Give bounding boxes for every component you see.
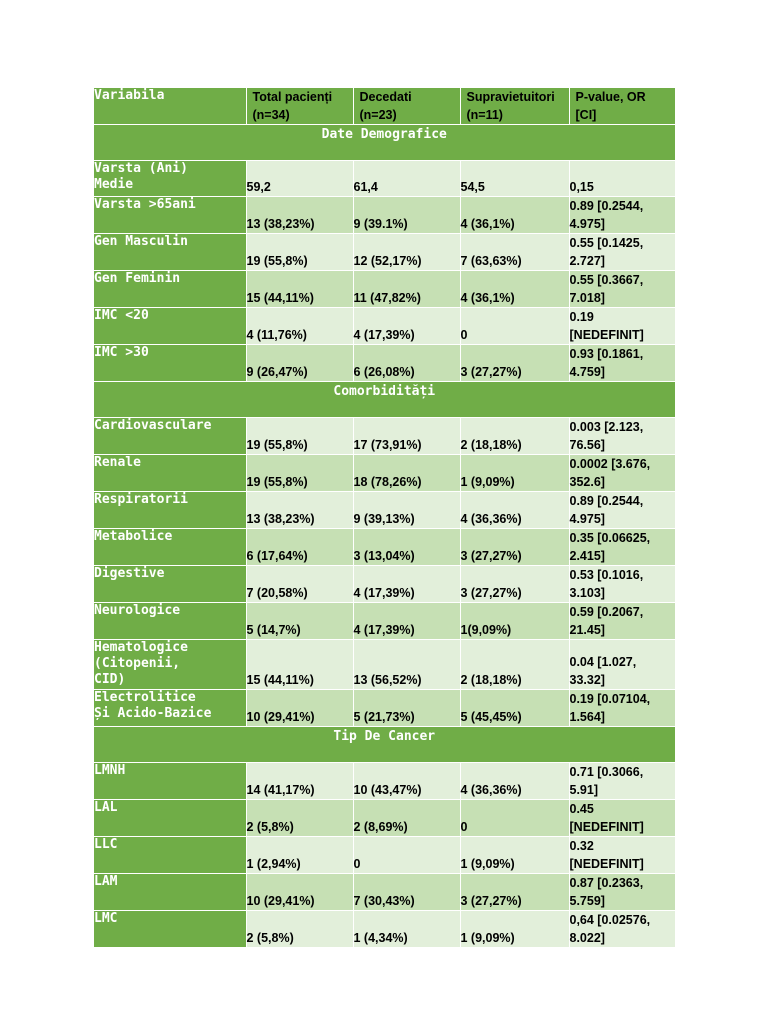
cell-deceased: 4 (17,39%) xyxy=(353,603,460,640)
section-title: Tip De Cancer xyxy=(94,727,675,763)
cell-pvalue: 0.003 [2.123, 76.56] xyxy=(569,418,675,455)
cell-total: 19 (55,8%) xyxy=(246,234,353,271)
cell-total: 9 (26,47%) xyxy=(246,345,353,382)
cell-total: 5 (14,7%) xyxy=(246,603,353,640)
row-label: Respiratorii xyxy=(94,492,246,529)
cell-survivors: 1 (9,09%) xyxy=(460,911,569,948)
cell-survivors: 4 (36,1%) xyxy=(460,197,569,234)
row-label: Digestive xyxy=(94,566,246,603)
section-row xyxy=(94,727,675,763)
header-pvalue: P-value, OR [CI] xyxy=(569,88,675,125)
row-label: Varsta (Ani) Medie xyxy=(94,161,246,197)
table-row xyxy=(94,690,675,727)
cell-total: 19 (55,8%) xyxy=(246,455,353,492)
cell-survivors: 2 (18,18%) xyxy=(460,418,569,455)
row-label: LMNH xyxy=(94,763,246,800)
cell-survivors: 1 (9,09%) xyxy=(460,837,569,874)
cell-deceased: 10 (43,47%) xyxy=(353,763,460,800)
table-row xyxy=(94,529,675,566)
cell-deceased: 9 (39,13%) xyxy=(353,492,460,529)
cell-total: 19 (55,8%) xyxy=(246,418,353,455)
cell-survivors: 4 (36,36%) xyxy=(460,492,569,529)
cell-pvalue: 0.19 [NEDEFINIT] xyxy=(569,308,675,345)
cell-survivors: 7 (63,63%) xyxy=(460,234,569,271)
header-deceased: Decedati (n=23) xyxy=(353,88,460,125)
row-label: Gen Feminin xyxy=(94,271,246,308)
cell-pvalue: 0.89 [0.2544, 4.975] xyxy=(569,492,675,529)
row-label: IMC <20 xyxy=(94,308,246,345)
header-survivors: Supravietuitori (n=11) xyxy=(460,88,569,125)
row-label: LMC xyxy=(94,911,246,948)
table-row xyxy=(94,197,675,234)
cell-pvalue: 0.53 [0.1016, 3.103] xyxy=(569,566,675,603)
row-label: LAL xyxy=(94,800,246,837)
cell-pvalue: 0.59 [0.2067, 21.45] xyxy=(569,603,675,640)
row-label: LAM xyxy=(94,874,246,911)
header-total: Total pacienți (n=34) xyxy=(246,88,353,125)
section-title: Comorbidități xyxy=(94,382,675,418)
cell-survivors: 2 (18,18%) xyxy=(460,640,569,690)
cell-survivors: 4 (36,36%) xyxy=(460,763,569,800)
cell-total: 10 (29,41%) xyxy=(246,874,353,911)
cell-deceased: 11 (47,82%) xyxy=(353,271,460,308)
table-body xyxy=(94,88,675,948)
cell-survivors: 5 (45,45%) xyxy=(460,690,569,727)
cell-total: 2 (5,8%) xyxy=(246,800,353,837)
cell-deceased: 18 (78,26%) xyxy=(353,455,460,492)
cell-total: 15 (44,11%) xyxy=(246,271,353,308)
cell-total: 15 (44,11%) xyxy=(246,640,353,690)
cell-survivors: 1 (9,09%) xyxy=(460,455,569,492)
cell-survivors: 4 (36,1%) xyxy=(460,271,569,308)
header-row xyxy=(94,88,675,125)
cell-total: 13 (38,23%) xyxy=(246,492,353,529)
cell-deceased: 7 (30,43%) xyxy=(353,874,460,911)
cell-survivors: 0 xyxy=(460,800,569,837)
cell-pvalue: 0.89 [0.2544, 4.975] xyxy=(569,197,675,234)
row-label: LLC xyxy=(94,837,246,874)
row-label: Hematologice (Citopenii, CID) xyxy=(94,640,246,690)
cell-survivors: 1(9,09%) xyxy=(460,603,569,640)
header-variable: Variabila xyxy=(94,88,246,125)
cell-pvalue: 0.19 [0.07104, 1.564] xyxy=(569,690,675,727)
cell-deceased: 13 (56,52%) xyxy=(353,640,460,690)
cell-total: 13 (38,23%) xyxy=(246,197,353,234)
cell-deceased: 12 (52,17%) xyxy=(353,234,460,271)
cell-survivors: 0 xyxy=(460,308,569,345)
row-label: Cardiovasculare xyxy=(94,418,246,455)
cell-total: 7 (20,58%) xyxy=(246,566,353,603)
cell-total: 1 (2,94%) xyxy=(246,837,353,874)
table-row xyxy=(94,271,675,308)
cell-pvalue: 0.32 [NEDEFINIT] xyxy=(569,837,675,874)
cell-deceased: 1 (4,34%) xyxy=(353,911,460,948)
cell-pvalue: 0,64 [0.02576, 8.022] xyxy=(569,911,675,948)
cell-deceased: 6 (26,08%) xyxy=(353,345,460,382)
row-label: Renale xyxy=(94,455,246,492)
table-row xyxy=(94,492,675,529)
cell-survivors: 3 (27,27%) xyxy=(460,874,569,911)
cell-deceased: 4 (17,39%) xyxy=(353,566,460,603)
cell-deceased: 3 (13,04%) xyxy=(353,529,460,566)
row-label: IMC >30 xyxy=(94,345,246,382)
cell-pvalue: 0.45 [NEDEFINIT] xyxy=(569,800,675,837)
cell-total: 4 (11,76%) xyxy=(246,308,353,345)
section-row xyxy=(94,382,675,418)
cell-deceased: 5 (21,73%) xyxy=(353,690,460,727)
cell-survivors: 3 (27,27%) xyxy=(460,529,569,566)
cell-pvalue: 0.87 [0.2363, 5.759] xyxy=(569,874,675,911)
table-row xyxy=(94,566,675,603)
cell-survivors: 3 (27,27%) xyxy=(460,345,569,382)
table-row xyxy=(94,161,675,197)
table-row xyxy=(94,874,675,911)
cell-pvalue: 0.55 [0.3667, 7.018] xyxy=(569,271,675,308)
cell-pvalue: 0,15 xyxy=(569,161,675,197)
table-row xyxy=(94,837,675,874)
cell-survivors: 3 (27,27%) xyxy=(460,566,569,603)
row-label: Neurologice xyxy=(94,603,246,640)
table-row xyxy=(94,800,675,837)
table-row xyxy=(94,345,675,382)
table-row xyxy=(94,640,675,690)
cell-deceased: 0 xyxy=(353,837,460,874)
row-label: Electrolitice Și Acido-Bazice xyxy=(94,690,246,727)
row-label: Metabolice xyxy=(94,529,246,566)
cell-total: 2 (5,8%) xyxy=(246,911,353,948)
cell-deceased: 17 (73,91%) xyxy=(353,418,460,455)
row-label: Gen Masculin xyxy=(94,234,246,271)
results-table xyxy=(94,88,676,948)
section-row xyxy=(94,125,675,161)
cell-pvalue: 0.0002 [3.676, 352.6] xyxy=(569,455,675,492)
cell-deceased: 9 (39.1%) xyxy=(353,197,460,234)
table-row xyxy=(94,911,675,948)
cell-pvalue: 0.04 [1.027, 33.32] xyxy=(569,640,675,690)
cell-deceased: 61,4 xyxy=(353,161,460,197)
cell-deceased: 2 (8,69%) xyxy=(353,800,460,837)
cell-pvalue: 0.71 [0.3066, 5.91] xyxy=(569,763,675,800)
cell-survivors: 54,5 xyxy=(460,161,569,197)
cell-pvalue: 0.93 [0.1861, 4.759] xyxy=(569,345,675,382)
cell-total: 59,2 xyxy=(246,161,353,197)
table-row xyxy=(94,763,675,800)
cell-total: 6 (17,64%) xyxy=(246,529,353,566)
table-row xyxy=(94,308,675,345)
cell-pvalue: 0.55 [0.1425, 2.727] xyxy=(569,234,675,271)
row-label: Varsta >65ani xyxy=(94,197,246,234)
cell-total: 14 (41,17%) xyxy=(246,763,353,800)
section-title: Date Demografice xyxy=(94,125,675,161)
cell-pvalue: 0.35 [0.06625, 2.415] xyxy=(569,529,675,566)
cell-total: 10 (29,41%) xyxy=(246,690,353,727)
table-row xyxy=(94,455,675,492)
table-row xyxy=(94,603,675,640)
table-row xyxy=(94,234,675,271)
cell-deceased: 4 (17,39%) xyxy=(353,308,460,345)
table-row xyxy=(94,418,675,455)
